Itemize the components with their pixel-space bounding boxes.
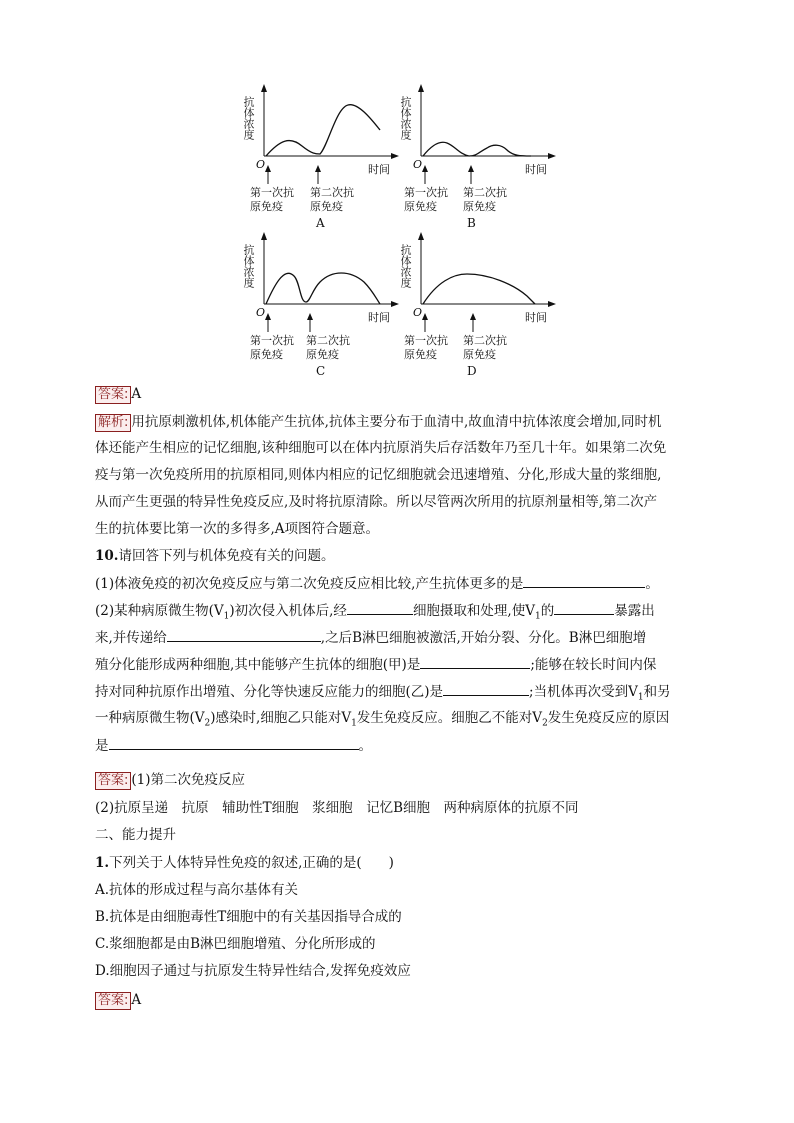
graph-letter: D xyxy=(467,364,477,378)
graph-c xyxy=(240,236,390,386)
q9-analysis-line-5: 生的抗体要比第一次的多得多,A项图符合题意。 xyxy=(95,521,380,537)
answer-tag: 答案: xyxy=(95,386,131,404)
x-axis-label: 时间 xyxy=(525,163,547,176)
q10-part1: (1)体液免疫的初次免疫反应与第二次免疫反应相比较,产生抗体更多的是 。 xyxy=(95,573,659,594)
q9-analysis-line-2: 体还能产生相应的记忆细胞,该种细胞可以在体内抗原消失后存活数年乃至几十年。如果第二次免 xyxy=(95,440,667,456)
y-axis-label: 抗体浓度 xyxy=(242,244,255,288)
answer-tag: 答案: xyxy=(95,992,131,1010)
q10-part2-line6: 是 。 xyxy=(95,735,372,756)
first-immunization-marker: 第一次抗 原免疫 xyxy=(250,334,294,361)
second-immunization-marker: 第二次抗 原免疫 xyxy=(306,334,350,361)
option-c: C.浆细胞都是由B淋巴细胞增殖、分化所形成的 xyxy=(95,936,376,952)
second-immunization-marker: 第二次抗 原免疫 xyxy=(463,334,507,361)
option-b: B.抗体是由细胞毒性T细胞中的有关基因指导合成的 xyxy=(95,909,402,925)
origin-label: O xyxy=(256,158,266,171)
graph-b xyxy=(397,88,547,238)
question-number: 10. xyxy=(95,548,119,564)
origin-label: O xyxy=(413,158,423,171)
x-axis-label: 时间 xyxy=(368,163,390,176)
q10-part2-line5: 一种病原微生物$(V_2)$感染时,细胞乙只能对$V_1$发生免疫反应。细胞乙不能对$V_2$发生免疫反应的原因 xyxy=(95,710,670,729)
question-number: 1. xyxy=(95,855,110,871)
q1-stem: 1.下列关于人体特异性免疫的叙述,正确的是( ) xyxy=(95,855,394,871)
option-d: D.细胞因子通过与抗原发生特异性结合,发挥免疫效应 xyxy=(95,963,411,979)
first-immunization-marker: 第一次抗 原免疫 xyxy=(404,186,448,213)
q10-answer-1: 答案: (1)第二次免疫反应 xyxy=(95,770,245,790)
first-immunization-marker: 第一次抗 原免疫 xyxy=(404,334,448,361)
answer-blank[interactable] xyxy=(347,600,413,615)
y-axis-label: 抗体浓度 xyxy=(399,244,412,288)
q10-answer-2: (2)抗原呈递 抗原 辅助性T细胞 浆细胞 记忆B细胞 两种病原体的抗原不同 xyxy=(95,800,579,816)
graph-letter: A xyxy=(316,216,325,230)
section-heading: 二、能力提升 xyxy=(95,827,176,843)
q1-answer: 答案: A xyxy=(95,990,141,1010)
graph-letter: B xyxy=(467,216,476,230)
q10-part2-line3: 殖分化能形成两种细胞,其中能够产生抗体的细胞(甲)是 ;能够在较长时间内保 xyxy=(95,654,656,675)
first-immunization-marker: 第一次抗 原免疫 xyxy=(250,186,294,213)
y-axis-label: 抗体浓度 xyxy=(399,96,412,140)
q10-stem: 10.请回答下列与机体免疫有关的问题。 xyxy=(95,548,335,564)
origin-label: O xyxy=(413,306,423,319)
graph-d xyxy=(397,236,547,386)
answer-blank[interactable] xyxy=(523,573,645,588)
y-axis-label: 抗体浓度 xyxy=(242,96,255,140)
answer-blank[interactable] xyxy=(420,654,530,669)
option-a: A.抗体的形成过程与高尔基体有关 xyxy=(95,882,299,898)
graph-letter: C xyxy=(316,364,326,378)
x-axis-label: 时间 xyxy=(368,311,390,324)
q9-answer xyxy=(95,384,141,404)
q10-part2-line2: 来,并传递给 ,之后B淋巴细胞被激活,开始分裂、分化。B淋巴细胞增 xyxy=(95,627,646,648)
q10-part2-line1: (2)某种病原微生物$(V_1)$初次侵入机体后,经 细胞摄取和处理,使$V_1$的 暴露出 xyxy=(95,600,655,627)
answer-blank[interactable] xyxy=(554,600,614,615)
graph-a xyxy=(240,88,390,238)
second-immunization-marker: 第二次抗 原免疫 xyxy=(463,186,507,213)
second-immunization-marker: 第二次抗 原免疫 xyxy=(310,186,354,213)
q9-analysis-line-3: 疫与第一次免疫所用的抗原相同,则体内相应的记忆细胞就会迅速增殖、分化,形成大量的浆细胞, xyxy=(95,467,662,483)
answer-blank[interactable] xyxy=(167,627,321,642)
q9-analysis-line-1: 解析: 用抗原刺激机体,机体能产生抗体,抗体主要分布于血清中,故血清中抗体浓度会增加,同时机 xyxy=(95,412,662,432)
origin-label: O xyxy=(256,306,266,319)
answer-blank[interactable] xyxy=(109,735,359,750)
answer-tag: 答案: xyxy=(95,772,131,790)
x-axis-label: 时间 xyxy=(525,311,547,324)
analysis-tag: 解析: xyxy=(95,414,131,432)
q9-analysis-line-4: 从而产生更强的特异性免疫反应,及时将抗原清除。所以尽管两次所用的抗原剂量相等,第二次产 xyxy=(95,494,658,510)
q9-answer-value: A xyxy=(131,386,142,402)
q10-part2-line4: 持对同种抗原作出增殖、分化等快速反应能力的细胞(乙)是 ;当机体再次受到$V_1$和另 xyxy=(95,681,671,708)
answer-blank[interactable] xyxy=(443,681,529,696)
